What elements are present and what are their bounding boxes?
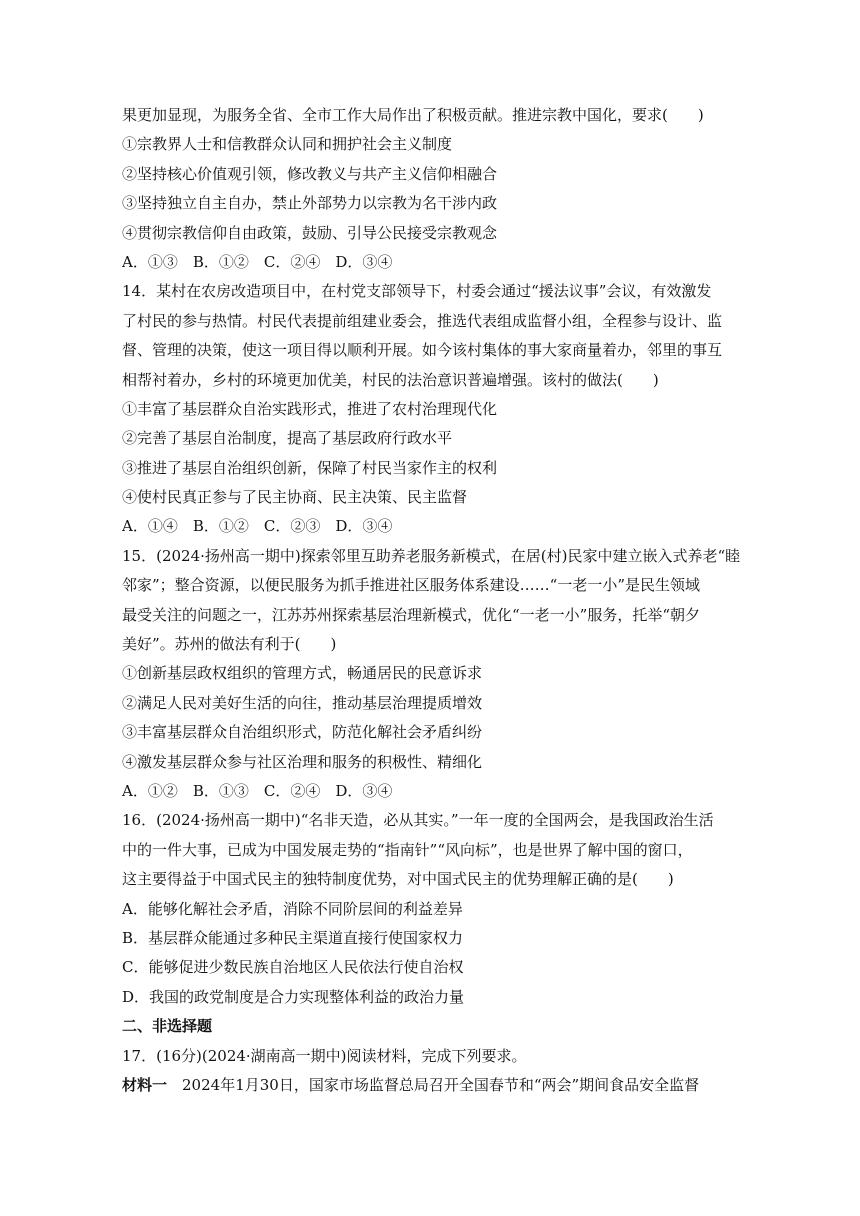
statement-item: ②满足人民对美好生活的向往，推动基层治理提质增效 [122, 693, 483, 712]
statement-item: ②完善了基层自治制度，提高了基层政府行政水平 [122, 429, 453, 448]
answer-option: C．能够促进少数民族自治地区人民依法行使自治权 [122, 958, 464, 977]
statement-item: ①丰富了基层群众自治实践形式，推进了农村治理现代化 [122, 399, 498, 418]
statement-item: ④激发基层群众参与社区治理和服务的积极性、精细化 [122, 752, 483, 771]
text-line: 督、管理的决策，使这一项目得以顺利开展。如今该村集体的事大家商量着办，邻里的事互 [122, 341, 723, 360]
answer-option: B．基层群众能通过多种民主渠道直接行使国家权力 [122, 928, 464, 947]
text-line: 果更加显现，为服务全省、全市工作大局作出了积极贡献。推进宗教中国化，要求( ) [122, 106, 704, 124]
material-label: 材料一 [122, 1075, 168, 1094]
text-line: 最受关注的问题之一，江苏苏州探索基层治理新模式，优化“一老一小”服务，托举“朝夕 [122, 605, 701, 624]
answer-option: A．①④ B．①② C．②③ D．③④ [122, 517, 393, 536]
statement-item: ①宗教界人士和信教群众认同和拥护社会主义制度 [122, 135, 453, 154]
answer-option: A．能够化解社会矛盾，消除不同阶层间的利益差异 [122, 899, 463, 918]
statement-item: ①创新基层政权组织的管理方式，畅通居民的民意诉求 [122, 664, 483, 683]
statement-item: ③丰富基层群众自治组织形式，防范化解社会矛盾纠纷 [122, 723, 483, 742]
question-stem: 16．(2024·扬州高一期中)“名非天造，必从其实。”一年一度的全国两会，是我国政治生活 [122, 811, 714, 830]
section-heading: 二、非选择题 [122, 1017, 213, 1036]
statement-item: ④使村民真正参与了民主协商、民主决策、民主监督 [122, 488, 468, 507]
statement-item: ③坚持独立自主自办，禁止外部势力以宗教为名干涉内政 [122, 194, 498, 213]
material-text: 2024年1月30日，国家市场监督总局召开全国春节和“两会”期间食品安全监督 [167, 1075, 700, 1094]
answer-option: A．①② B．①③ C．②④ D．③④ [122, 781, 393, 800]
text-line: 中的一件大事，已成为中国发展走势的“指南针”“风向标”，也是世界了解中国的窗口， [122, 840, 693, 859]
answer-option: D．我国的政党制度是合力实现整体利益的政治力量 [122, 987, 465, 1006]
text-line: 美好”。苏州的做法有利于( ) [122, 635, 337, 654]
question-stem: 14．某村在农房改造项目中，在村党支部领导下，村委会通过“援法议事”会议，有效激发 [122, 282, 712, 301]
document-body [122, 101, 742, 1100]
text-line: 邻家”；整合资源，以便民服务为抓手推进社区服务体系建设……“一老一小”是民生领域 [122, 576, 701, 595]
question-stem: 17．(16分)(2024·湖南高一期中)阅读材料，完成下列要求。 [122, 1046, 527, 1065]
statement-item: ③推进了基层自治组织创新，保障了村民当家作主的权利 [122, 458, 498, 477]
text-line: 相帮衬着办，乡村的环境更加优美，村民的法治意识普遍增强。该村的做法( ) [122, 370, 659, 389]
text-line: 这主要得益于中国式民主的独特制度优势，对中国式民主的优势理解正确的是( ) [122, 870, 674, 889]
answer-option: A．①③ B．①② C．②④ D．③④ [122, 252, 393, 271]
question-stem: 15．(2024·扬州高一期中)探索邻里互助养老服务新模式，在居(村)民家中建立嵌入式养老“睦 [122, 546, 741, 565]
statement-item: ④贯彻宗教信仰自由政策，鼓励、引导公民接受宗教观念 [122, 223, 498, 242]
material-line [122, 1071, 742, 1100]
statement-item: ②坚持核心价值观引领，修改教义与共产主义信仰相融合 [122, 164, 498, 183]
text-line: 了村民的参与热情。村民代表提前组建业委会，推选代表组成监督小组，全程参与设计、监 [122, 311, 723, 330]
